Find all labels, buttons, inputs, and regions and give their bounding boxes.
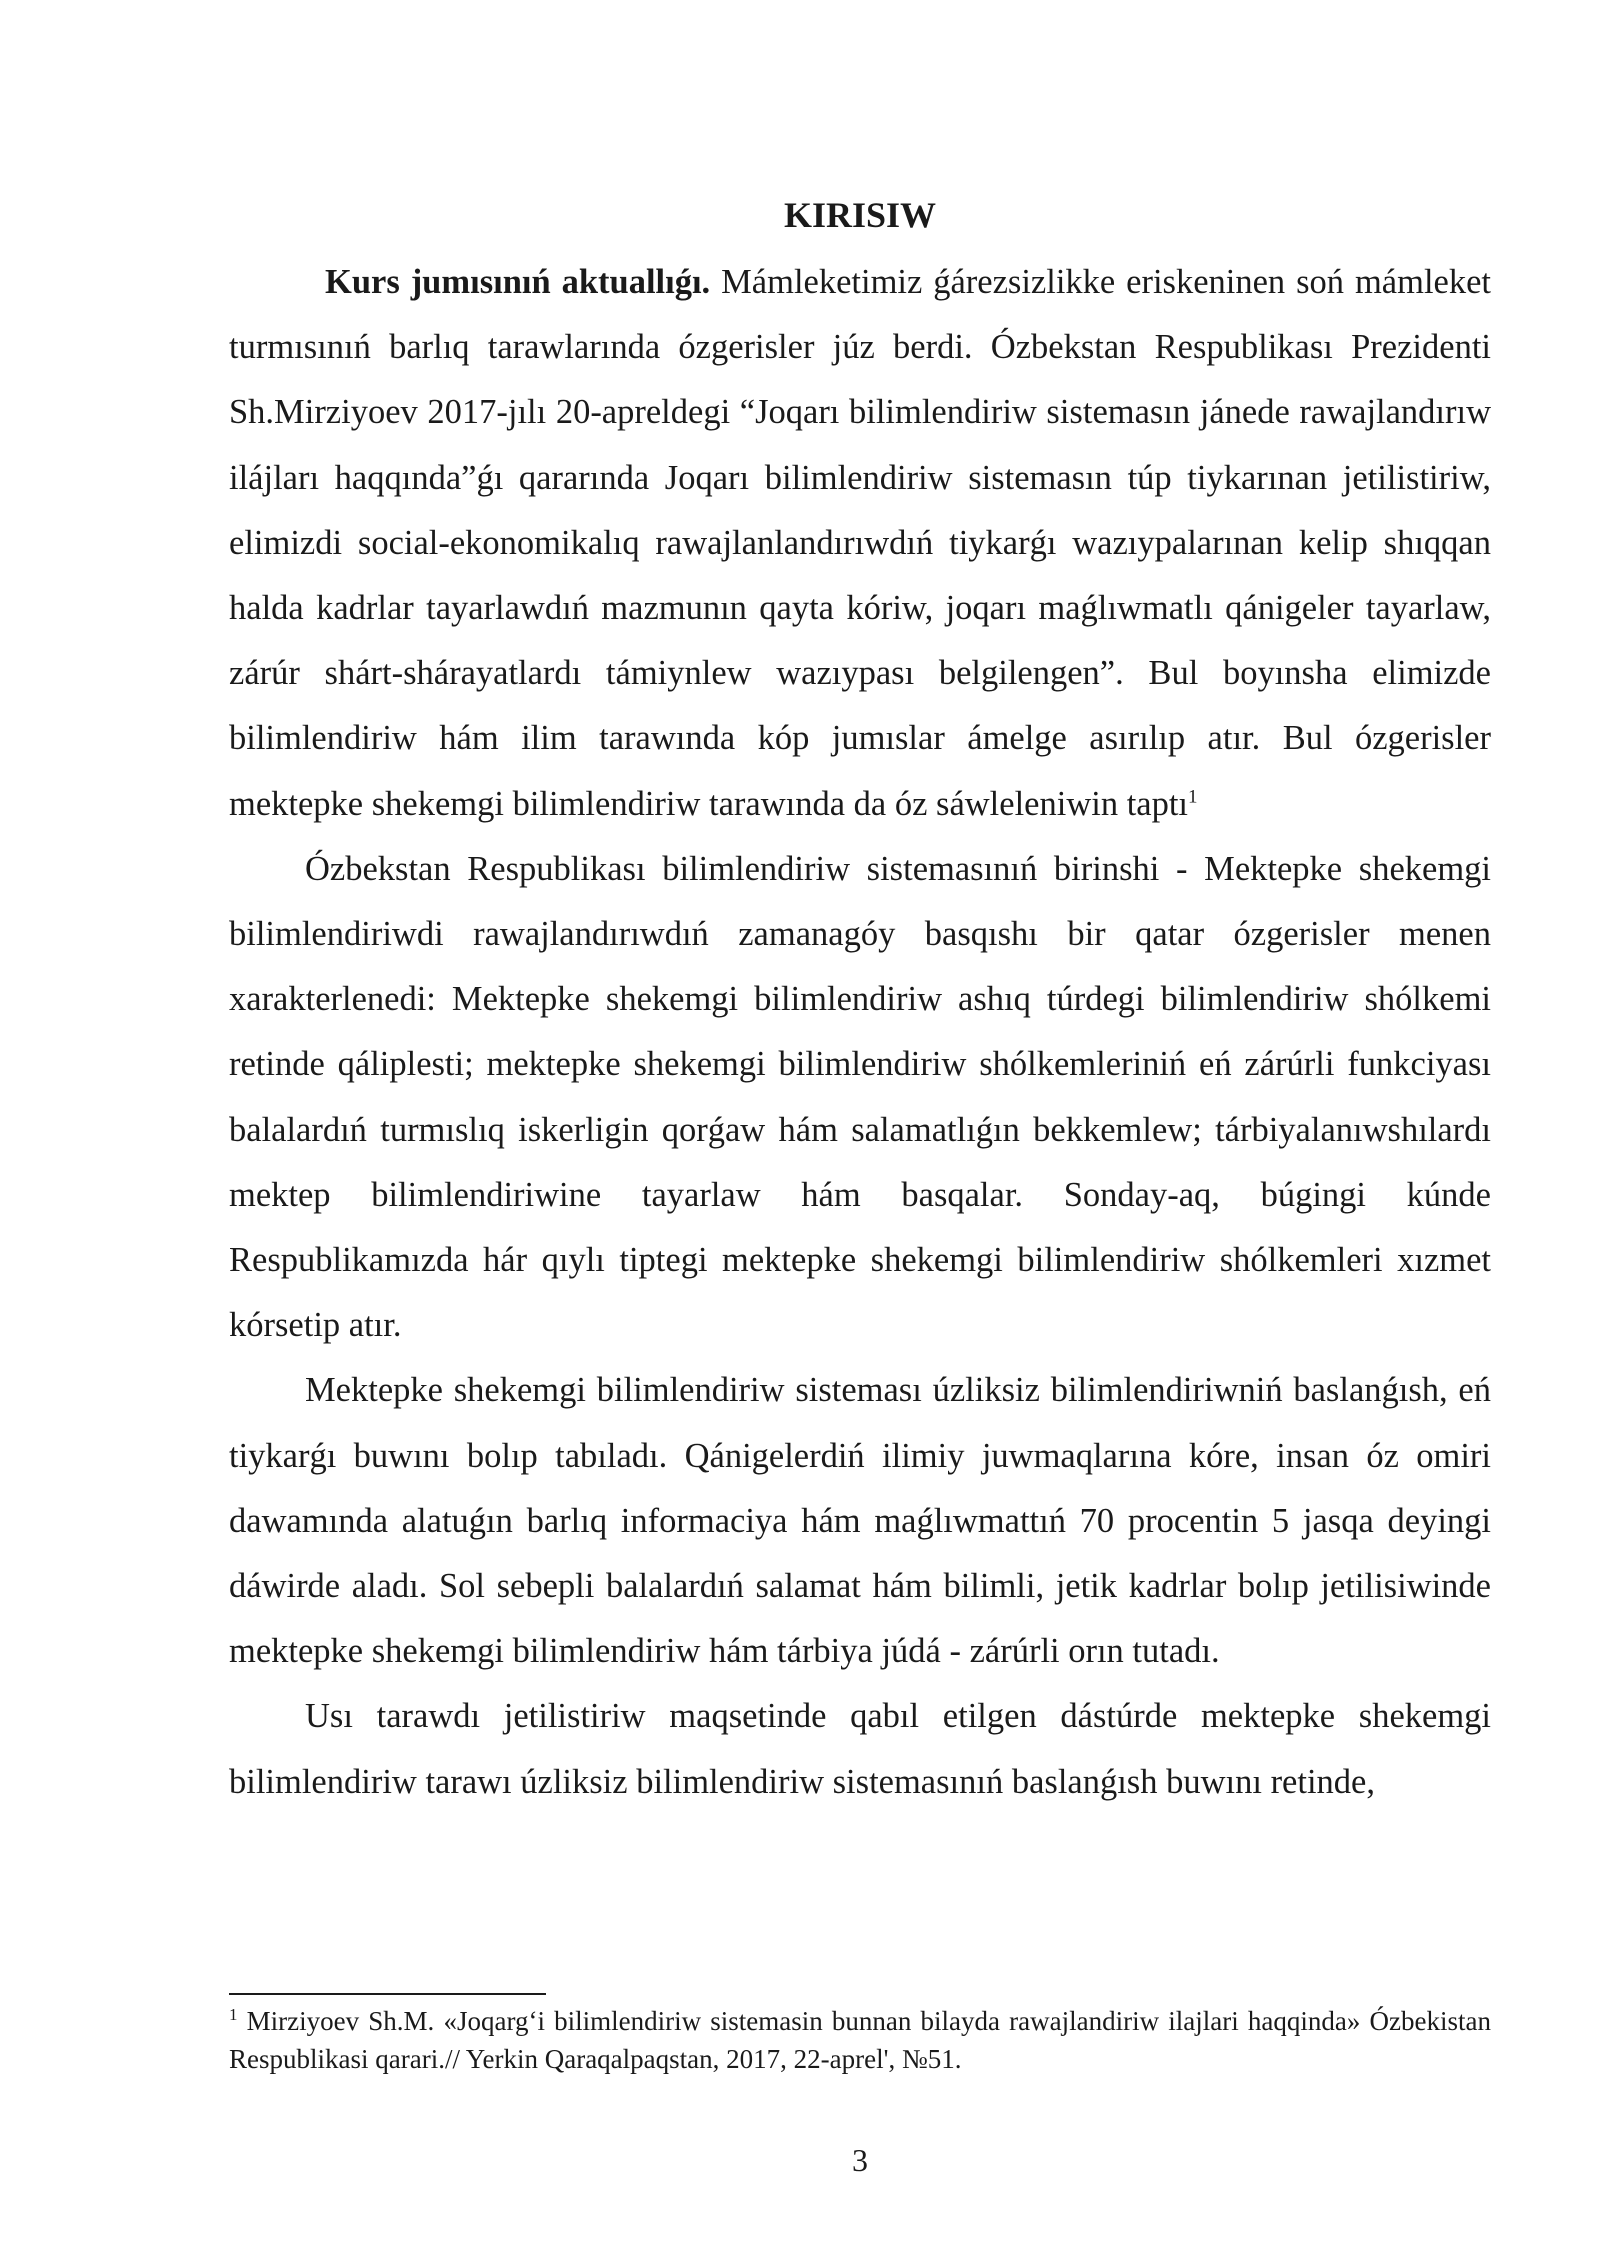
page-title: KIRISIW: [783, 195, 937, 235]
footnote-marker: 1: [229, 2005, 238, 2024]
body-text: [229, 250, 1491, 1815]
footnote-reference[interactable]: 1: [1188, 786, 1198, 808]
paragraph-text: Mámleketimiz ǵárezsizlikke eriskeninen soń mámleket turmısınıń barlıq tarawlarında ózgerisler júz berdi. Ózbekstan Respublikası Prezidenti Sh.Mirziyoev 2017-jılı 20-apreldegi “Joqarı bilimlendiriw sistemasın jánede rawajlandırıw ilájları haqqında”ǵı qararında Joqarı bilimlendiriw sistemasın túp tiykarınan jetilistiriw, elimizdi social-ekonomikalıq rawajlanlandırıwdıń tiykarǵı wazıypalarınan kelip shıqqan halda kadrlar tayarlawdıń mazmunın qayta kóriw, joqarı maǵlıwmatlı qánigeler tayarlaw, zárúr shárt-shárayatlardı támiynlew wazıypası belgilengen”. Bul boyınsha elimizde bilimlendiriw hám ilim tarawında kóp jumıslar ámelge asırılıp atır. Bul ózgerisler mektepke shekemgi bilimlendiriw tarawında da óz sáwleleniwin taptı: [229, 263, 1492, 823]
paragraph-lead: Kurs jumısınıń aktuallıǵı.: [325, 263, 711, 301]
paragraph-1: [229, 250, 1491, 837]
paragraph-3: Mektepke shekemgi bilimlendiriw sisteması úzliksiz bilimlendiriwniń baslanǵısh, eń tiykarǵı buwını bolıp tabıladı. Qánigelerdiń ilimiy juwmaqlarına kóre, insan óz omiri dawamında alatuǵın barlıq informaciya hám maǵlıwmattıń 70 procentin 5 jasqa deyingi dáwirde aladı. Sol sebepli balalardıń salamat hám bilimli, jetik kadrlar bolıp jetilisiwinde mektepke shekemgi bilimlendiriw hám tárbiya júdá - zárúrli orın tutadı.: [229, 1371, 1491, 1671]
page-number: 3: [852, 2142, 868, 2178]
footnote-text: Mirziyoev Sh.M. «Joqarg‘i bilimlendiriw sistemasin bunnan bilayda rawajlandiriw ilajlari haqqinda» Ózbekistan Respublikasi qarari.// Yerkin Qaraqalpaqstan, 2017, 22-aprel', №51.: [229, 2006, 1491, 2074]
footnote: [229, 2002, 1491, 2078]
paragraph-4: Usı tarawdı jetilistiriw maqsetinde qabıl etilgen dástúrde mektepke shekemgi bilimlendiriw tarawı úzliksiz bilimlendiriw sistemasınıń baslanǵısh buwını retinde,: [229, 1697, 1491, 1801]
paragraph-2: Ózbekstan Respublikası bilimlendiriw sistemasınıń birinshi - Mektepke shekemgi bilimlendiriwdi rawajlandırıwdıń zamanagóy basqıshı bir qatar ózgerisler menen xarakterlenedi: Mektepke shekemgi bilimlendiriw ashıq túrdegi bilimlendiriw shólkemi retinde qáliplesti; mektepke shekemgi bilimlendiriw shólkemleriniń eń zárúrli funkciyası balalardıń turmıslıq iskerligin qorǵaw hám salamatlıǵın bekkemlew; tárbiyalanıwshılardı mektep bilimlendiriwine tayarlaw hám basqalar. Sonday-aq, búgingi kúnde Respublikamızda hár qıylı tiptegi mektepke shekemgi bilimlendiriw shólkemleri xızmet kórsetip atır.: [229, 849, 1491, 1345]
footnote-separator: [229, 1993, 546, 1995]
